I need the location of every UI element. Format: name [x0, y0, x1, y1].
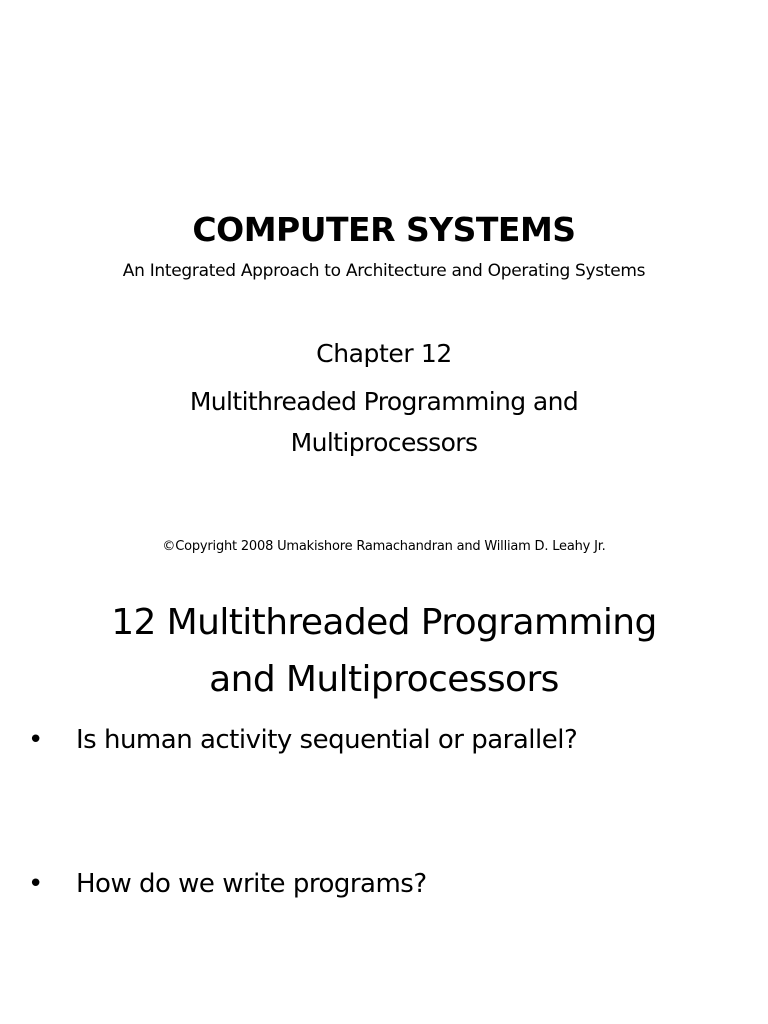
slide-title-line-1: 12 Multithreaded Programming: [111, 602, 657, 643]
copyright-notice: ©Copyright 2008 Umakishore Ramachandran and William D. Leahy Jr.: [162, 539, 606, 554]
chapter-number: Chapter 12: [316, 339, 452, 368]
book-subtitle: An Integrated Approach to Architecture and Operating Systems: [122, 261, 646, 281]
book-title: COMPUTER SYSTEMS: [192, 210, 576, 249]
chapter-title-line-1: Multithreaded Programming and: [189, 387, 579, 416]
bullet-text: Is human activity sequential or parallel?: [76, 725, 578, 755]
content-slide: [0, 578, 768, 1024]
chapter-title-line-2: Multiprocessors: [290, 428, 478, 457]
slide-title-line-2: and Multiprocessors: [209, 659, 559, 700]
bullet-icon: •: [28, 869, 44, 899]
bullet-icon: •: [28, 725, 44, 755]
bullet-text: How do we write programs?: [76, 869, 427, 899]
